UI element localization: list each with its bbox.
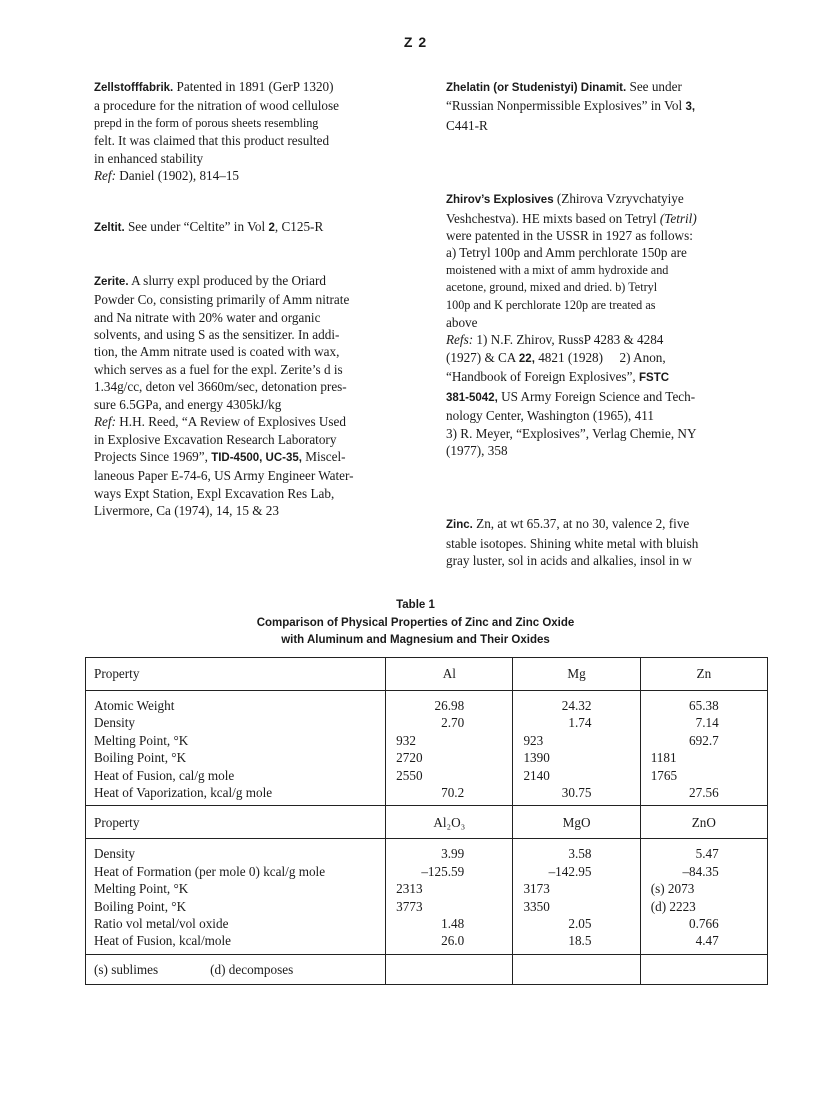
ref-label: Ref: <box>94 414 116 430</box>
page-label: Z 2 <box>403 34 428 50</box>
entry-zhelatin: Zhelatin (or Studenistyi) Dinamit. See under “Russian Nonpermissible Explosives” in Vol 3, C441-R <box>446 79 696 133</box>
header-cell: Property <box>86 806 386 839</box>
table-subtitle: with Aluminum and Magnesium and Their Oxides <box>281 634 550 646</box>
table-row: Heat of Formation (per mole 0) kcal/g mole –125.59 –142.95 –84.35 <box>86 863 768 880</box>
table-row: Melting Point, °K 2313 3173 (s) 2073 <box>86 880 768 897</box>
header-cell: Mg <box>513 658 640 691</box>
headword: Zeltit. <box>94 222 125 235</box>
table-header-row <box>86 806 768 839</box>
table-footnote-row <box>86 954 768 984</box>
table-row: Ratio vol metal/vol oxide 1.48 2.05 0.766 <box>86 915 768 932</box>
properties-table <box>85 657 768 985</box>
footnote-decomposes: (d) decomposes <box>210 961 294 977</box>
header-cell: ZnO <box>640 806 767 839</box>
header-cell: Property <box>86 658 386 691</box>
headword: Zhirov’s Explosives <box>446 194 554 207</box>
headword: Zinc. <box>446 519 473 532</box>
entry-zerite: Zerite. A slurry expl produced by the Oriard Powder Co, consisting primarily of Amm nitrate and Na nitrate with 20% water and organic solvents, and using S as the sensitizer. In addi- tion, the Amm nitrate used is coated with wax, which serves as a fuel for the expl. Zerite’s d is 1.34g/cc, deton vel 3660m/sec, detonation pres- sure 6.5GPa, and energy 4305kJ/kg Ref: H.H. Reed, “A Review of Explosives Used in Explosive Excavation Research Laboratory Projects Since 1969”, TID-4500, UC-35, Miscel- laneous Paper E-74-6, US Army Engineer Water- ways Expt Station, Expl Excavation Res Lab, Livermore, Ca (1974), 14, 15 & 23 <box>94 272 354 519</box>
table-row: Melting Point, °K 932 923 692.7 <box>86 732 768 749</box>
table-row: Boiling Point, °K 3773 3350 (d) 2223 <box>86 898 768 915</box>
table-row: Heat of Fusion, cal/g mole 2550 2140 1765 <box>86 767 768 784</box>
headword: Zhelatin (or Studenistyi) Dinamit. <box>446 82 627 94</box>
footnote-sublimes: (s) sublimes <box>94 961 159 977</box>
header-cell: Zn <box>640 658 767 691</box>
table-row: Density 2.70 1.74 7.14 <box>86 714 768 731</box>
table-row: Atomic Weight 26.98 24.32 65.38 <box>86 691 768 715</box>
table-title: Comparison of Physical Properties of Zinc and Zinc Oxide <box>256 616 575 629</box>
headword: Zerite. <box>94 275 129 288</box>
header-cell: Al <box>386 658 513 691</box>
header-cell: MgO <box>513 806 640 839</box>
table-number: Table 1 <box>396 599 435 611</box>
right-column <box>446 78 764 570</box>
headword: Zellstofffabrik. <box>94 82 174 94</box>
entry-zinc: Zinc. Zn, at wt 65.37, at no 30, valence 2, five stable isotopes. Shining white metal with bluish gray luster, sol in acids and alkalies, insol in w <box>446 516 699 569</box>
table-row: Heat of Fusion, kcal/mole 26.0 18.5 4.47 <box>86 932 768 954</box>
ref-label: Ref: <box>94 168 116 184</box>
table-row: Density 3.99 3.58 5.47 <box>86 839 768 863</box>
header-cell: Al₂O₃ <box>386 806 513 839</box>
table-row: Boiling Point, °K 2720 1390 1181 <box>86 749 768 766</box>
table-header-row <box>86 658 768 691</box>
entry-zellstofffabrik: Zellstofffabrik. Patented in 1891 (GerP 1320) a procedure for the nitration of wood cellulose prepd in the form of porous sheets resembling felt. It was claimed that this product resulted in enhanced stability Ref: Daniel (1902), 814–15 <box>94 79 339 184</box>
table-caption <box>0 597 831 650</box>
refs-label: Refs: <box>446 332 474 348</box>
left-column <box>94 78 394 520</box>
entry-zhirov: Zhirov’s Explosives (Zhirova Vzryvchatyiye Veshchestva). HE mixts based on Tetryl (Tetril) were patented in the USSR in 1927 as follows: a) Tetryl 100p and Amm perchlorate 150p are moistened with a mixt of amm hydroxide and acetone, ground, mixed and dried. b) Tetryl 100p and K perchlorate 120p are treated as above Refs: 1) N.F. Zhirov, RussP 4283 & 4284 (1927) & CA 22, 4821 (1928) 2) Anon, “Handbook of Foreign Explosives”, FSTC 381-5042, US Army Foreign Science and Tech- nology Center, Washington (1965), 411 3) R. Meyer, “Explosives”, Verlag Chemie, NY (1977), 358 <box>446 191 697 458</box>
entry-zeltit: Zeltit. See under “Celtite” in Vol 2, C125-R <box>94 219 324 235</box>
table-row: Heat of Vaporization, kcal/g mole 70.2 30.75 27.56 <box>86 784 768 806</box>
